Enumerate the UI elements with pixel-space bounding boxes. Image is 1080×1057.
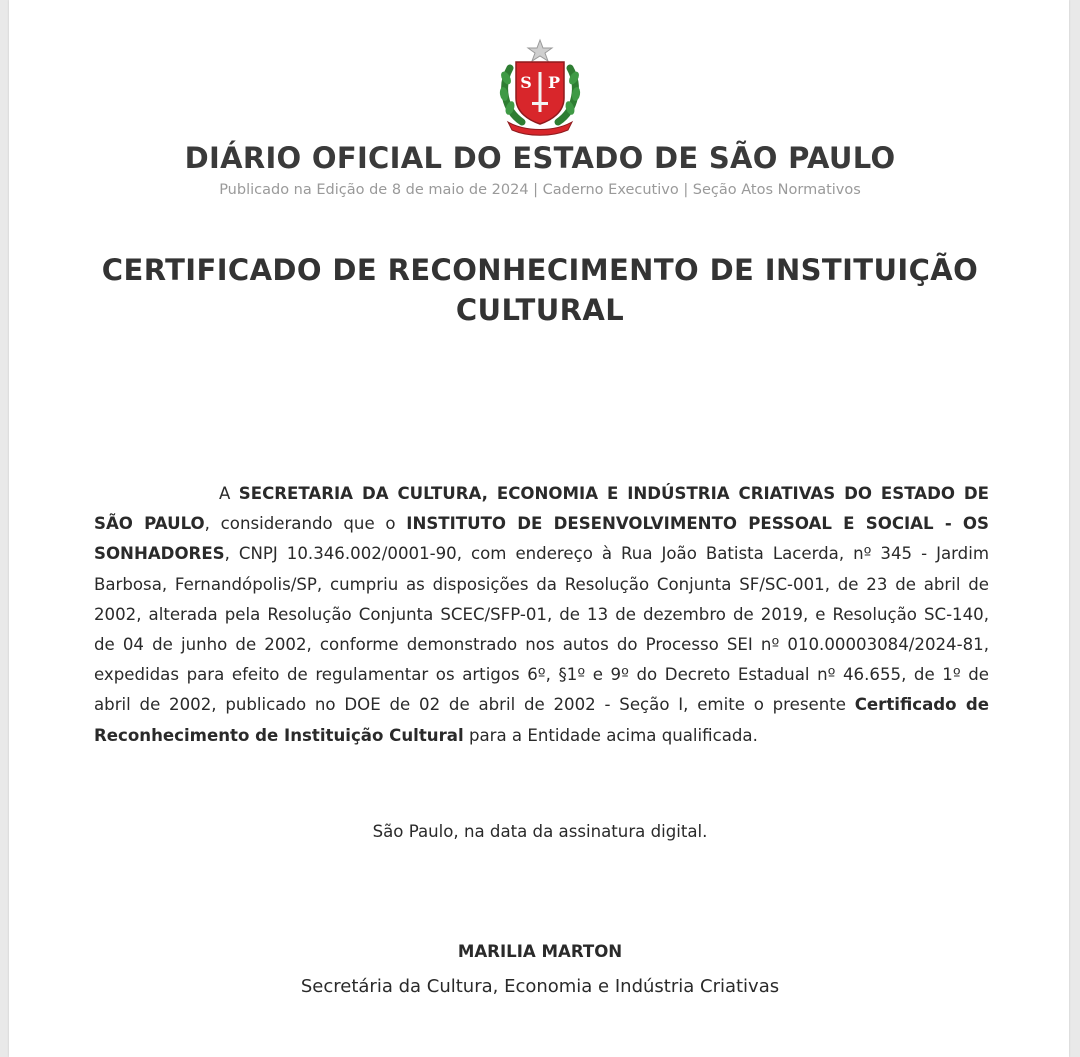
publication-info: Publicado na Edição de 8 de maio de 2024 | Caderno Executivo | Seção Atos Normativos — [219, 182, 861, 198]
institution-name: INSTITUTO DE DESENVOLVIMENTO PESSOAL E SOCIAL - OS SONHADORES — [94, 514, 989, 564]
signer-name: MARILIA MARTON — [457, 942, 623, 961]
body-text-segment: , CNPJ 10.346.002/0001-90, com endereço à Rua João Batista Lacerda, nº 345 - Jardim Barbosa, Fernandópolis/SP, cumpriu as disposições da Resolução Conjunta SF/SC-001, de 23 de abril de 2002, alterada pela Resolução Conjunta SCEC/SFP-01, de 13 de dezembro de 2019, e Resolução SC-140, de 04 de junho de 2002, conforme demonstrado nos autos do Processo SEI nº 010.00003084/2024-81, expedidas para efeito de regulamentar os artigos 6º, §1º e 9º do Decreto Estadual nº 46.655, de 1º de abril de 2002, publicado no DOE de 02 de abril de 2002 - Seção I, emite o presente — [94, 544, 989, 715]
certificate-name: Certificado de Reconhecimento de Instituição Cultural — [94, 695, 989, 745]
body-text-segment: A — [219, 484, 239, 503]
issuing-agency: SECRETARIA DA CULTURA, ECONOMIA E INDÚSTRIA CRIATIVAS DO ESTADO DE SÃO PAULO — [94, 484, 989, 534]
body-text-segment: para a Entidade acima qualificada. — [463, 725, 758, 745]
certificate-body — [94, 479, 989, 751]
body-text-segment: , considerando que o — [204, 514, 407, 534]
svg-text:S: S — [520, 73, 532, 92]
dateline: São Paulo, na data da assinatura digital. — [372, 822, 708, 841]
gazette-title: DIÁRIO OFICIAL DO ESTADO DE SÃO PAULO — [184, 141, 896, 175]
certificate-title: CERTIFICADO DE RECONHECIMENTO DE INSTITUIÇÃO CULTURAL — [101, 253, 979, 327]
sao-paulo-coat-of-arms-icon — [496, 38, 584, 136]
signer-role: Secretária da Cultura, Economia e Indústria Criativas — [300, 976, 780, 997]
svg-text:P: P — [547, 73, 561, 92]
